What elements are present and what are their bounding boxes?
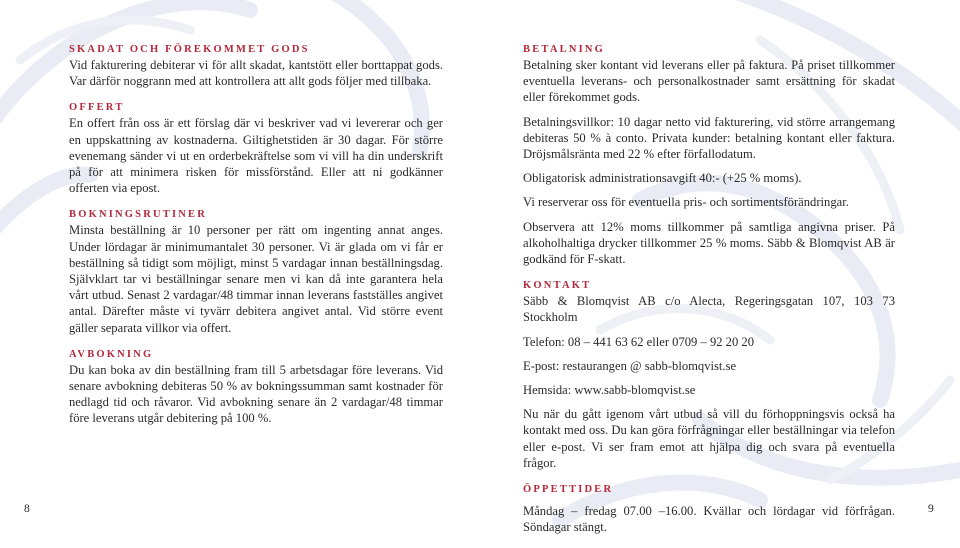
section-text: Betalningsvillkor: 10 dagar netto vid fakturering, vid större arrangemang debiteras 50 % à conto. Privata kunder: betalning kontant eller faktura. Dröjsmålsränta med 22 % efter förfallodatum. <box>523 114 895 162</box>
section-text: Hemsida: www.sabb-blomqvist.se <box>523 383 696 398</box>
section-bokningsrutiner <box>69 209 443 335</box>
section-text: E-post: restaurangen @ sabb-blomqvist.se <box>523 358 737 373</box>
section-betalning <box>523 44 895 267</box>
page-number-right: 9 <box>928 503 934 515</box>
section-skadat <box>69 44 443 89</box>
section-text: Vi reserverar oss för eventuella pris- och sortimentsförändringar. <box>523 195 849 210</box>
section-text: Vid fakturering debiterar vi för allt skadat, kantstött eller borttappat gods. Var därför noggrann med att kontrollera att allt gods följer med tillbaka. <box>69 58 443 89</box>
section-heading: ÖPPETTIDER <box>523 484 614 496</box>
section-text: Säbb & Blomqvist AB c/o Alecta, Regeringsgatan 107, 103 73 Stockholm <box>523 294 895 325</box>
left-column <box>69 44 443 440</box>
section-heading: BETALNING <box>523 44 606 55</box>
section-text: Minsta beställning är 10 personer per rätt om ingenting annat anges. Under lördagar är minimumantalet 30 personer. Vi är glada om vi får er beställning så tidigt som möjligt, minst 5 vardagar innan beställningsdag. Självklart tar vi beställningar senare men vi kan då inte garantera hela vårt utbud. Senast 2 vardagar/48 timmar innan leverans fastställes angivet antal. Därefter måste vi tyvärr debitera angivet antal. Vid större event gäller separata villkor via offert. <box>69 223 443 335</box>
section-text: Telefon: 08 – 441 63 62 eller 0709 – 92 20 20 <box>523 334 755 349</box>
section-avbokning <box>69 349 443 427</box>
section-text: Betalning sker kontant vid leverans eller på faktura. På priset tillkommer eventuella leverans- och personalkostnader samt ersättning för skadat eller förekommet gods. <box>523 58 895 105</box>
section-heading: BOKNINGSRUTINER <box>69 209 208 221</box>
section-text: Obligatorisk administrationsavgift 40:- (+25 % moms). <box>523 171 802 186</box>
section-heading: AVBOKNING <box>69 348 154 360</box>
section-heading: KONTAKT <box>523 280 592 292</box>
section-text: En offert från oss är ett förslag där vi beskriver vad vi levererar och ger en uppskattning av kostnaderna. Giltighetstiden är 30 dagar. För större evenemang sänder vi ut en orderbekräftelse som vi vill ha din underskrift på för att minimera risken för missförstånd. Eller att ni godkänner offerten via epost. <box>69 116 443 196</box>
section-heading: OFFERT <box>69 102 125 114</box>
section-text: Måndag – fredag 07.00 –16.00. Kvällar och lördagar vid förfrågan. Söndagar stängt. <box>523 504 895 535</box>
section-offert <box>69 102 443 196</box>
section-text: Nu när du gått igenom vårt utbud så vill du förhoppningsvis också ha kontakt med oss. Du kan göra förfrågningar eller beställningar via telefon eller e-post. Vi ser fram emot att hjälpa dig och svara på eventuella frågor. <box>523 407 895 470</box>
section-kontakt <box>523 280 895 471</box>
section-heading: SKADAT OCH FÖREKOMMET GODS <box>69 44 310 55</box>
section-text: Du kan boka av din beställning fram till 5 arbetsdagar före leverans. Vid senare avbokning debiteras 50 % av bokningssumman samt kostnader för nedlagd tid och råvaror. Vid avbokning senare än 2 vardagar/48 timmar före leverans utgår debitering på 100 %. <box>69 362 443 426</box>
section-oppettider <box>523 484 895 535</box>
right-column <box>523 44 895 548</box>
section-text: Observera att 12% moms tillkommer på samtliga angivna priser. På alkoholhaltiga drycker tillkommer 25 % moms. Säbb & Blomqvist AB är godkänd för F-skatt. <box>523 219 895 267</box>
page-number-left: 8 <box>24 503 30 515</box>
